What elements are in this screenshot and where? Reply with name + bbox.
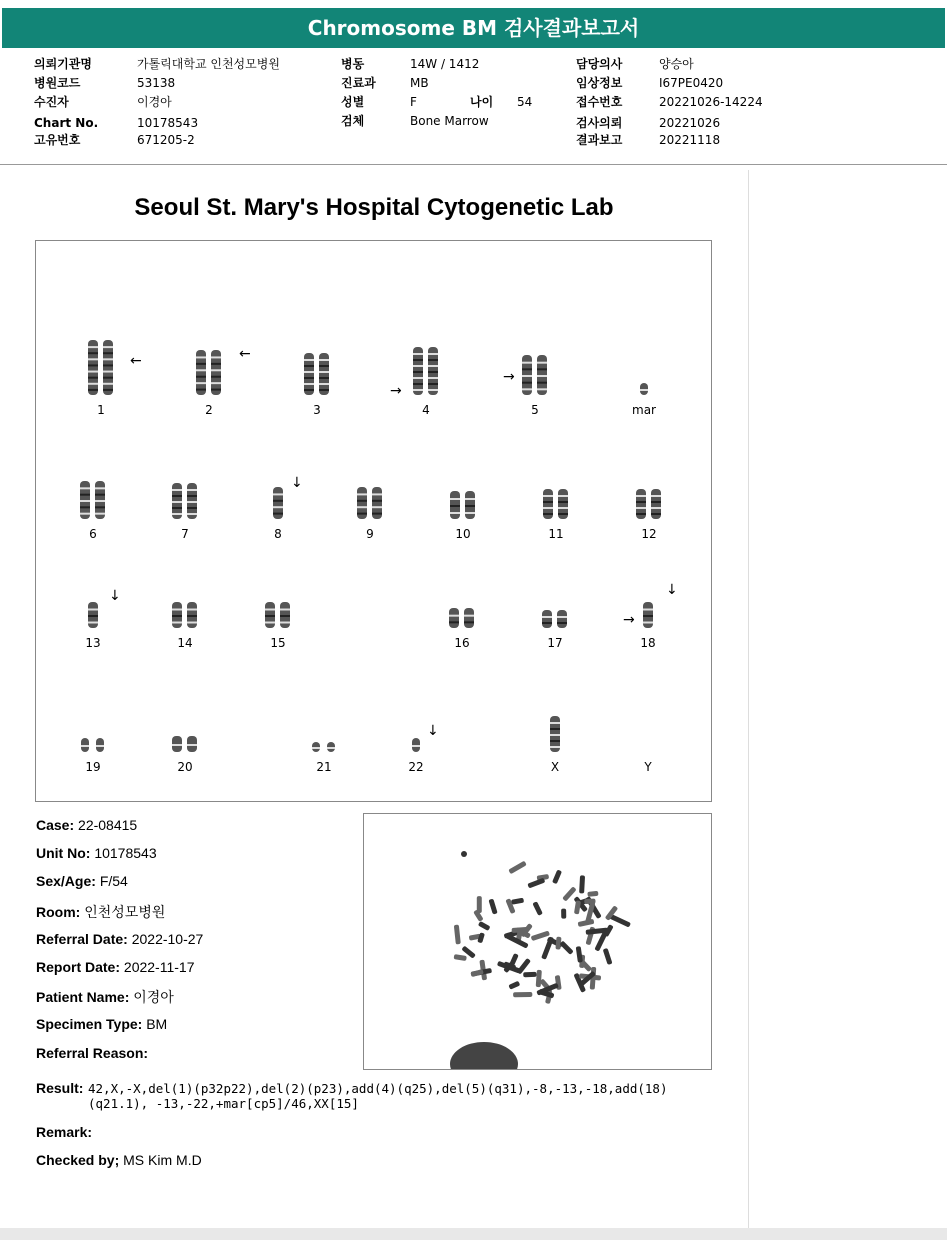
referral-date-value: 2022-10-27 (131, 931, 204, 947)
metaphase-chromosome (603, 948, 613, 965)
lab-title: Seoul St. Mary's Hospital Cytogenetic Lab (134, 194, 614, 221)
metaphase-chromosome (561, 909, 566, 919)
chromosome-label-5: 5 (531, 403, 539, 417)
hdr-value-patient: 이경아 (137, 95, 172, 109)
metaphase-chromosome (574, 900, 581, 914)
abnormality-arrow-icon: ← (239, 346, 251, 362)
hdr-label-specimen: 검체 (341, 114, 365, 128)
hdr-value-specimen: Bone Marrow (410, 114, 489, 128)
hdr-label-sex: 성별 (341, 95, 365, 109)
hdr-label-hospital-code: 병원코드 (34, 76, 81, 90)
metaphase-chromosome (523, 972, 536, 977)
debris-dot (461, 851, 467, 857)
hdr-label-doctor: 담당의사 (576, 57, 623, 71)
chromosome-label-2: 2 (205, 403, 213, 417)
referral-date-row: Referral Date: 2022-10-27 (36, 931, 204, 947)
chromosome-11-1 (543, 489, 553, 519)
result-value: 42,X,-X,del(1)(p32p22),del(2)(p23),add(4)(q25),del(5)(q31),-8,-13,-18,add(18)(q21.1), -13,-22,+mar[cp5]/46,XX[15] (88, 1081, 668, 1111)
chromosome-label-11: 11 (548, 527, 564, 541)
chromosome-label-17: 17 (547, 636, 563, 650)
metaphase-chromosome (488, 899, 497, 915)
bottom-scroll-area (0, 1228, 947, 1240)
metaphase-chromosome (513, 992, 532, 997)
hdr-value-ward: 14W / 1412 (410, 57, 480, 71)
chromosome-20-2 (187, 736, 197, 752)
chromosome-3-1 (304, 353, 314, 395)
specimen-type-row: Specimen Type: BM (36, 1016, 168, 1032)
metaphase-image (363, 813, 712, 1070)
chromosome-4-2 (428, 347, 438, 395)
chromosome-15-2 (280, 602, 290, 628)
chromosome-X (550, 716, 560, 752)
chromosome-label-Y: Y (644, 760, 652, 774)
karyogram-panel (35, 240, 712, 802)
metaphase-spread-graphic (364, 814, 711, 1069)
chromosome-22 (412, 738, 420, 752)
chromosome-12-2 (651, 489, 661, 519)
checked-by-row: Checked by; MS Kim M.D (36, 1152, 202, 1168)
chromosome-label-14: 14 (177, 636, 193, 650)
chromosome-label-18: 18 (640, 636, 656, 650)
metaphase-chromosome (527, 878, 545, 889)
chromosome-17-1 (542, 610, 552, 628)
metaphase-chromosome (497, 961, 521, 974)
chromosome-label-4: 4 (422, 403, 430, 417)
abnormality-arrow-icon: ← (130, 353, 142, 369)
report-date-row: Report Date: 2022-11-17 (36, 959, 195, 975)
metaphase-chromosome (508, 861, 527, 875)
hdr-label-accession-no: 접수번호 (576, 95, 623, 109)
chromosome-19-1 (81, 738, 89, 752)
chromosome-1-2 (103, 340, 113, 395)
chromosome-20-1 (172, 736, 182, 752)
chromosome-16-1 (449, 608, 459, 628)
chromosome-label-9: 9 (366, 527, 374, 541)
chromosome-label-7: 7 (181, 527, 189, 541)
abnormality-arrow-icon: ↓ (109, 588, 121, 604)
metaphase-chromosome (579, 875, 585, 893)
header-divider (0, 164, 947, 165)
sexage-value: F/54 (99, 873, 128, 889)
hdr-value-institution: 가톨릭대학교 인천성모병원 (137, 57, 280, 71)
chromosome-12-1 (636, 489, 646, 519)
chromosome-21-2 (327, 742, 335, 752)
chromosome-label-20: 20 (177, 760, 193, 774)
abnormality-arrow-icon: ↓ (291, 475, 303, 491)
chromosome-14-2 (187, 602, 197, 628)
chromosome-21-1 (312, 742, 320, 752)
metaphase-chromosome (587, 891, 598, 897)
metaphase-chromosome (454, 954, 467, 961)
hdr-value-doctor: 양승아 (659, 57, 694, 71)
hdr-value-unique-no: 671205-2 (137, 133, 195, 147)
chromosome-label-1: 1 (97, 403, 105, 417)
metaphase-chromosome (536, 970, 542, 987)
metaphase-chromosome (531, 931, 550, 942)
chromosome-label-21: 21 (316, 760, 332, 774)
hdr-value-department: MB (410, 76, 429, 90)
unit-value: 10178543 (94, 845, 157, 861)
interphase-nucleus (450, 1042, 518, 1069)
chromosome-9-1 (357, 487, 367, 519)
chromosome-4-1 (413, 347, 423, 395)
chromosome-label-13: 13 (85, 636, 101, 650)
hdr-value-age: 54 (517, 95, 533, 109)
hdr-value-sex: F (410, 95, 417, 109)
metaphase-chromosome (477, 896, 482, 913)
chromosome-14-1 (172, 602, 182, 628)
abnormality-arrow-icon: ↓ (666, 582, 678, 598)
report-date-value: 2022-11-17 (123, 959, 195, 975)
hdr-value-clinical-info: I67PE0420 (659, 76, 724, 90)
chromosome-label-19: 19 (85, 760, 101, 774)
chromosome-11-2 (558, 489, 568, 519)
room-row: Room: 인천성모병원 (36, 904, 166, 920)
hdr-label-patient: 수진자 (34, 95, 69, 109)
chromosome-8 (273, 487, 283, 519)
chromosome-10-1 (450, 491, 460, 519)
hdr-label-clinical-info: 임상정보 (576, 76, 623, 90)
case-value: 22-08415 (78, 817, 138, 833)
chromosome-label-8: 8 (274, 527, 282, 541)
hdr-value-report-date: 20221118 (659, 133, 721, 147)
unit-row: Unit No: 10178543 (36, 845, 157, 861)
chromosome-label-15: 15 (270, 636, 286, 650)
hdr-label-report-date: 결과보고 (576, 133, 623, 147)
hdr-label-institution: 의뢰기관명 (34, 57, 92, 71)
chromosome-19-2 (96, 738, 104, 752)
chromosome-10-2 (465, 491, 475, 519)
chromosome-6-1 (80, 481, 90, 519)
result-label: Result: (36, 1080, 84, 1096)
metaphase-chromosome (552, 869, 562, 884)
chromosome-label-6: 6 (89, 527, 97, 541)
hdr-label-chart-no: Chart No. (34, 116, 99, 130)
hdr-value-request-date: 20221026 (659, 116, 721, 130)
specimen-type-value: BM (146, 1016, 168, 1032)
chromosome-5-1 (522, 355, 532, 395)
hdr-value-chart-no: 10178543 (137, 116, 199, 130)
chromosome-label-12: 12 (641, 527, 657, 541)
chromosome-2-1 (196, 350, 206, 395)
metaphase-chromosome (532, 901, 543, 916)
hdr-label-department: 진료과 (341, 76, 376, 90)
patient-name-value: 이경아 (133, 989, 174, 1005)
chromosome-16-2 (464, 608, 474, 628)
hdr-label-request-date: 검사의뢰 (576, 116, 623, 130)
hdr-label-ward: 병동 (341, 57, 365, 71)
checked-by-value: MS Kim M.D (123, 1152, 202, 1168)
chromosome-17-2 (557, 610, 567, 628)
chromosome-label-22: 22 (408, 760, 424, 774)
report-title-banner: Chromosome BM 검사결과보고서 (2, 8, 945, 48)
chromosome-label-16: 16 (454, 636, 470, 650)
chromosome-13 (88, 602, 98, 628)
chromosome-label-10: 10 (455, 527, 471, 541)
metaphase-chromosome (478, 921, 491, 931)
hdr-value-accession-no: 20221026-14224 (659, 95, 763, 109)
chromosome-label-3: 3 (313, 403, 321, 417)
hdr-label-age: 나이 (470, 95, 494, 109)
abnormality-arrow-icon: → (623, 612, 635, 628)
chromosome-7-2 (187, 483, 197, 519)
chromosome-3-2 (319, 353, 329, 395)
metaphase-chromosome (508, 981, 520, 990)
chromosome-2-2 (211, 350, 221, 395)
chromosome-label-mar: mar (632, 403, 656, 417)
metaphase-chromosome (454, 925, 461, 945)
patient-name-row: Patient Name: 이경아 (36, 989, 174, 1005)
sexage-row: Sex/Age: F/54 (36, 873, 128, 889)
abnormality-arrow-icon: ↓ (427, 723, 439, 739)
chromosome-6-2 (95, 481, 105, 519)
metaphase-chromosome (576, 946, 583, 963)
hdr-value-hospital-code: 53138 (137, 76, 176, 90)
karyogram-image (36, 241, 711, 801)
metaphase-chromosome (511, 898, 524, 905)
chromosome-9-2 (372, 487, 382, 519)
hdr-label-unique-no: 고유번호 (34, 133, 81, 147)
chromosome-1-1 (88, 340, 98, 395)
chromosome-18 (643, 602, 653, 628)
remark-row: Remark: (36, 1124, 93, 1140)
chromosome-5-2 (537, 355, 547, 395)
right-panel-divider (748, 170, 749, 1228)
abnormality-arrow-icon: → (390, 383, 402, 399)
chromosome-15-1 (265, 602, 275, 628)
abnormality-arrow-icon: → (503, 369, 515, 385)
chromosome-7-1 (172, 483, 182, 519)
case-row: Case: 22-08415 (36, 817, 138, 833)
chromosome-label-X: X (550, 760, 560, 774)
metaphase-chromosome (559, 941, 573, 955)
referral-reason-row: Referral Reason: (36, 1045, 149, 1061)
chromosome-mar (640, 383, 648, 395)
room-value: 인천성모병원 (84, 904, 166, 920)
